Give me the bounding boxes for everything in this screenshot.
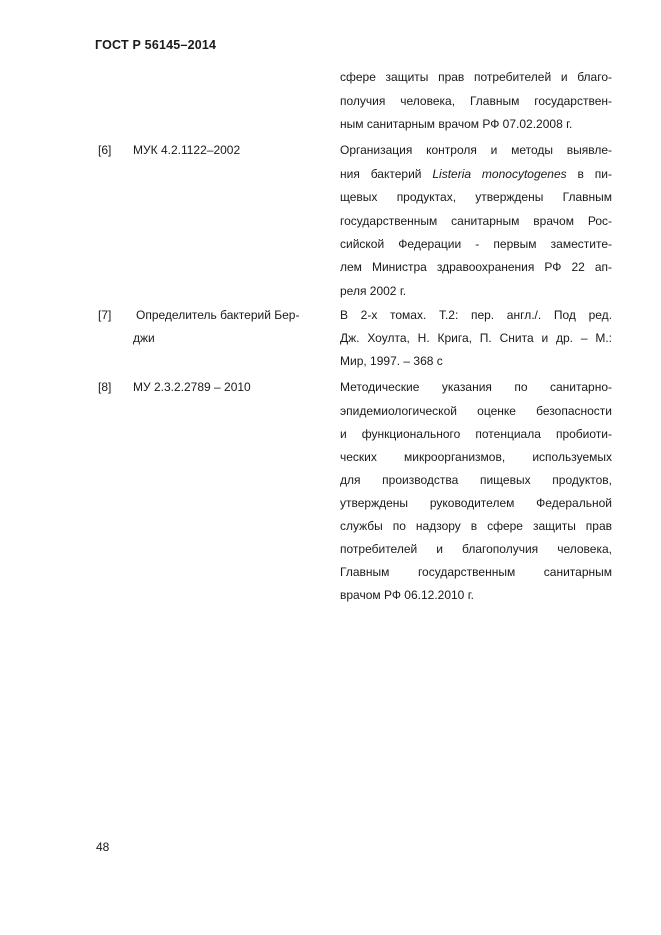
ref-continued-line-3: ным санитарным врачом РФ 07.02.2008 г.	[340, 117, 573, 131]
ref-6-line-4: государственным санитарным врачом Рос-	[340, 214, 612, 228]
ref-6-line-2	[340, 167, 612, 181]
ref-6-line-7: реля 2002 г.	[340, 284, 407, 298]
ref-8-line-8: потребителей и благополучия человека,	[340, 542, 612, 556]
ref-6-number: [6]	[98, 143, 112, 157]
ref-7-line-3: Мир, 1997. – 368 с	[340, 354, 443, 368]
ref-8-line-5: для производства пищевых продуктов,	[340, 473, 612, 487]
ref-8-line-10: врачом РФ 06.12.2010 г.	[340, 588, 474, 602]
ref-8-line-7: службы по надзору в сфере защиты прав	[340, 519, 612, 533]
ref-continued-line-2: получия человека, Главным государствен-	[340, 94, 612, 108]
ref-7-code-line-2: джи	[133, 331, 155, 345]
ref-6-line-6: лем Министра здравоохранения РФ 22 ап-	[340, 260, 612, 274]
ref-8-line-4: ческих микроорганизмов, используемых	[340, 450, 612, 464]
ref-7-number: [7]	[98, 308, 112, 322]
ref-6-line-5: сийской Федерации - первым заместите-	[340, 237, 612, 251]
ref-6-line-2-after: в пи-	[566, 167, 612, 181]
ref-7-line-1: В 2-х томах. Т.2: пер. англ./. Под ред.	[340, 308, 612, 322]
ref-continued-line-1: сфере защиты прав потребителей и благо-	[340, 70, 612, 84]
ref-6-line-3: щевых продуктах, утверждены Главным	[340, 190, 612, 204]
page-number: 48	[96, 840, 110, 854]
ref-8-line-9: Главным государственным санитарным	[340, 565, 612, 579]
ref-8-line-6: утверждены руководителем Федеральной	[340, 496, 612, 510]
ref-6-line-2-before: ния бактерий	[340, 167, 433, 181]
ref-6-code: МУК 4.2.1122–2002	[133, 143, 241, 157]
ref-6-line-2-italic: Listeria monocytogenes	[432, 167, 567, 181]
ref-7-line-2: Дж. Хоулта, Н. Крига, П. Снита и др. – М.:	[340, 331, 612, 345]
ref-8-number: [8]	[98, 380, 112, 394]
ref-8-line-1: Методические указания по санитарно-	[340, 380, 612, 394]
ref-6-line-1: Организация контроля и методы выявле-	[340, 143, 612, 157]
document-header: ГОСТ Р 56145–2014	[95, 38, 217, 52]
ref-7-code-line-1: Определитель бактерий Бер-	[136, 308, 300, 322]
ref-8-code: МУ 2.3.2.2789 – 2010	[133, 380, 251, 394]
ref-8-line-3: и функционального потенциала пробиоти-	[340, 427, 612, 441]
ref-8-line-2: эпидемиологической оценке безопасности	[340, 404, 612, 418]
